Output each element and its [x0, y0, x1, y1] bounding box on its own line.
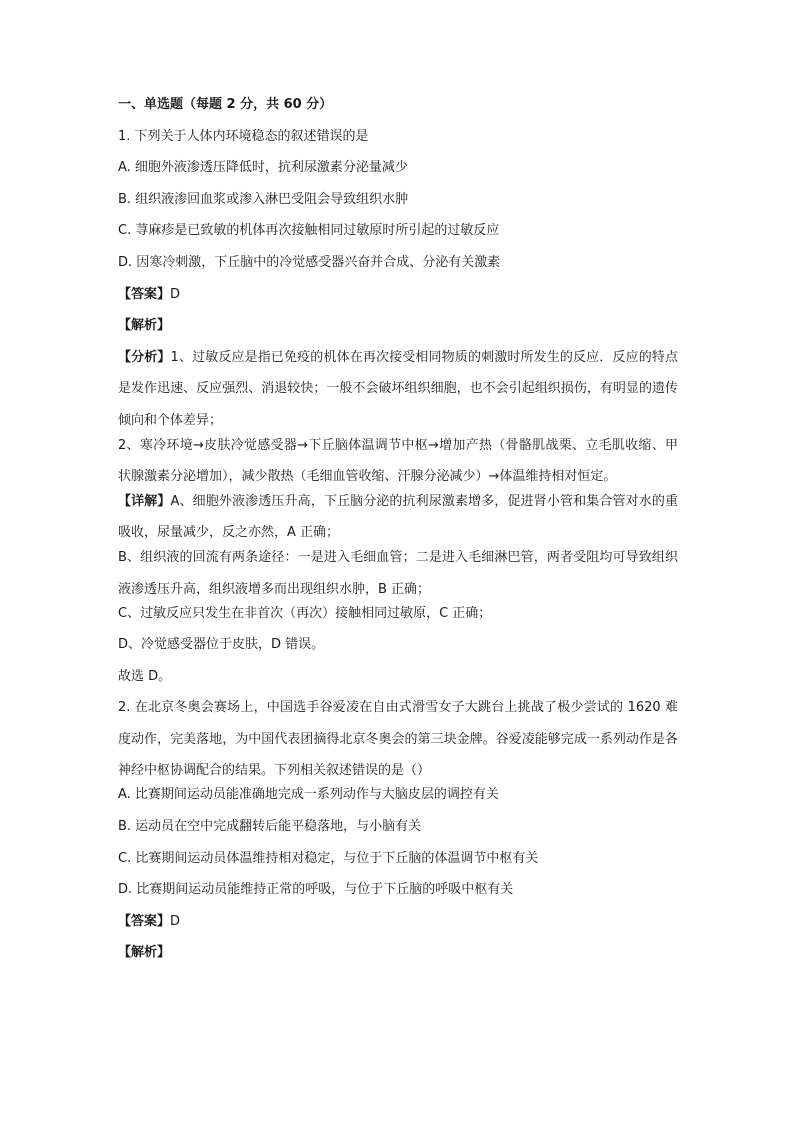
q1-conclusion: 故选 D。 — [118, 668, 172, 684]
answer-label: 【答案】 — [118, 286, 171, 302]
q1-option-b: B. 组织液渗回血浆或渗入淋巴受阻会导致组织水肿 — [118, 191, 409, 207]
q2-analysis-label: 【解析】 — [118, 945, 171, 961]
q1-xiangjie-a — [118, 486, 678, 549]
xiangjie-label: 【详解】 — [118, 493, 171, 509]
q1-fenxi-1 — [118, 342, 678, 437]
q2-answer — [118, 913, 678, 931]
q1-analysis-label: 【解析】 — [118, 318, 171, 334]
q1-xiangjie-c: C、过敏反应只发生在非首次（再次）接触相同过敏原，C 正确； — [118, 605, 492, 621]
q2-option-d: D. 比赛期间运动员能维持正常的呼吸，与位于下丘脑的呼吸中枢有关 — [118, 882, 514, 898]
answer-value: D — [170, 286, 181, 302]
q1-fenxi-2: 2、寒冷环境→皮肤冷觉感受器→下丘脑体温调节中枢→增加产热（骨骼肌战栗、立毛肌收缩、甲状腺激素分泌增加），减少散热（毛细血管收缩、汗腺分泌减少）→体温维持相对恒定。 — [118, 437, 678, 485]
q1-answer — [118, 286, 678, 304]
section-title: 一、单选题（每题 2 分，共 60 分） — [118, 97, 333, 112]
answer-value: D — [170, 913, 181, 929]
q1-xiangjie-b: B、组织液的回流有两条途径：一是进入毛细血管；二是进入毛细淋巴管，两者受阻均可导致组织液渗透压升高，组织液增多而出现组织水肿，B 正确； — [118, 549, 678, 597]
q2-option-c: C. 比赛期间运动员体温维持相对稳定，与位于下丘脑的体温调节中枢有关 — [118, 850, 539, 866]
q1-option-d: D. 因寒冷刺激，下丘脑中的冷觉感受器兴奋并合成、分泌有关激素 — [118, 254, 501, 270]
q1-option-a: A. 细胞外液渗透压降低时，抗利尿激素分泌量减少 — [118, 160, 408, 176]
q2-option-b: B. 运动员在空中完成翻转后能平稳落地，与小脑有关 — [118, 819, 422, 835]
q1-option-c: C. 荨麻疹是已致敏的机体再次接触相同过敏原时所引起的过敏反应 — [118, 223, 500, 239]
answer-label: 【答案】 — [118, 913, 171, 929]
xiangjie-text-a: A、细胞外液渗透压升高，下丘脑分泌的抗利尿激素增多，促进肾小管和集合管对水的重吸收，尿量减少，反之亦然，A 正确； — [118, 493, 678, 541]
fenxi-label: 【分析】 — [118, 349, 171, 365]
q1-xiangjie-d: D、冷觉感受器位于皮肤，D 错误。 — [118, 637, 325, 653]
q2-option-a: A. 比赛期间运动员能准确地完成一系列动作与大脑皮层的调控有关 — [118, 787, 499, 803]
q2-stem: 2. 在北京冬奥会赛场上，中国选手谷爱凌在自由式滑雪女子大跳台上挑战了极少尝试的 1620 难度动作，完美落地，为中国代表团摘得北京冬奥会的第三块金牌。谷爱凌能够完成一系列动作是各神经中枢协调配合的结果。下列相关叙述错误的是（） — [118, 700, 678, 779]
fenxi-text-1: 1、过敏反应是指已免疫的机体在再次接受相同物质的刺激时所发生的反应．反应的特点是发作迅速、反应强烈、消退较快；一般不会破坏组织细胞，也不会引起组织损伤，有明显的遗传倾向和个体差异； — [118, 349, 678, 428]
document-content — [118, 96, 678, 976]
q1-stem: 1. 下列关于人体内环境稳态的叙述错误的是 — [118, 128, 369, 144]
